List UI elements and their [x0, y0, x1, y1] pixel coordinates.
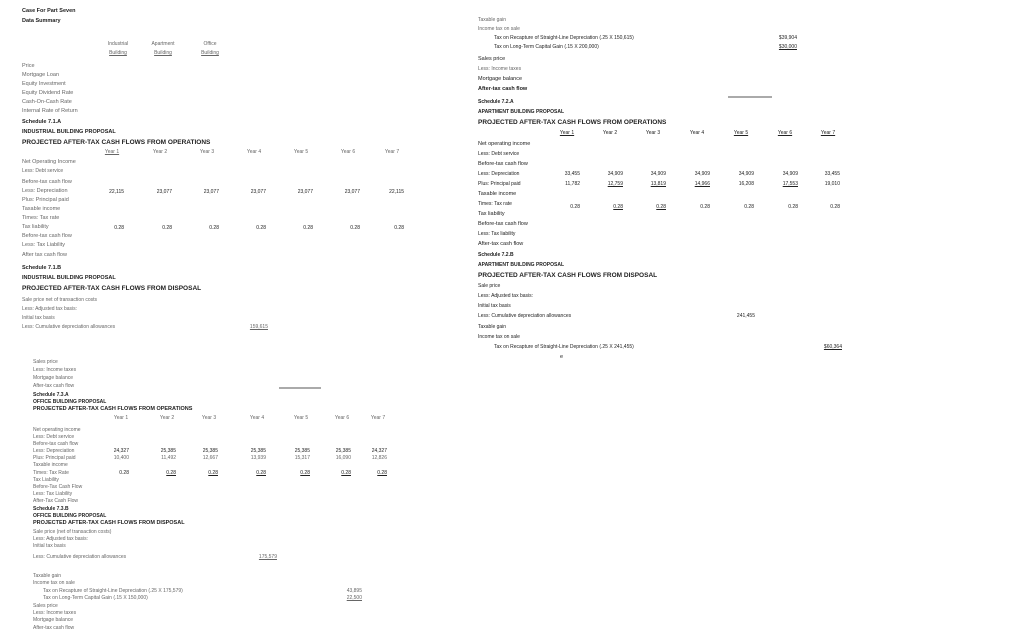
- summary-label: Cash-On-Cash Rate: [22, 99, 72, 105]
- row-label: Less: Adjusted tax basis:: [22, 306, 78, 312]
- year-header: Year 5: [293, 149, 309, 155]
- cell-value: 14,966: [694, 181, 710, 187]
- summary-label: Internal Rate of Return: [22, 108, 78, 114]
- cell-value: 0.28: [162, 225, 172, 231]
- schedule-id: Schedule 7.1.A: [22, 119, 62, 125]
- cell-value: 0.28: [166, 470, 176, 476]
- year-header: Year 4: [246, 149, 262, 155]
- row-label: Times: Tax rate: [22, 215, 60, 221]
- cell-value: 19,010: [824, 181, 840, 187]
- schedule-id: Schedule 7.2.B: [478, 252, 514, 258]
- row-label: Taxable income: [478, 191, 517, 197]
- schedule-name: OFFICE BUILDING PROPOSAL: [33, 513, 107, 519]
- cell-value: 0.28: [256, 225, 266, 231]
- row-label: Net operating income: [33, 427, 81, 433]
- year-header: Year 6: [777, 130, 793, 136]
- row-label: Taxable gain: [478, 17, 507, 23]
- row-label: Before-tax cash flow: [22, 233, 72, 239]
- year-header: Year 2: [159, 415, 175, 421]
- row-label: Sales price: [33, 603, 58, 609]
- year-header: Year 7: [370, 415, 386, 421]
- cell-value: 25,385: [294, 448, 310, 454]
- row-label: Less: Tax Liability: [22, 242, 66, 248]
- row-label: Less: Income taxes: [33, 367, 77, 373]
- row-label: Taxable income: [22, 206, 61, 212]
- cell-value: 23,077: [297, 189, 313, 195]
- cell-value: 0.28: [570, 204, 580, 210]
- cell-value: 24,327: [113, 448, 129, 454]
- year-header: Year 1: [104, 149, 120, 155]
- cell-value: 0.28: [744, 204, 754, 210]
- year-header: Year 7: [820, 130, 836, 136]
- row-label: Less: Income taxes: [478, 66, 522, 72]
- year-header: Year 1: [559, 130, 575, 136]
- header-office-line1: Office: [203, 41, 217, 47]
- cell-value: 25,385: [160, 448, 176, 454]
- cell-value: 34,909: [650, 171, 666, 177]
- row-label: Before-Tax Cash Flow: [33, 484, 83, 490]
- cell-value: 16,208: [738, 181, 754, 187]
- recapture-label: Tax on Recapture of Straight-Line Depreciation (.25 X 241,455): [494, 344, 634, 350]
- recapture-label: Tax on Recapture of Straight-Line Depreciation (.25 X 150,615): [494, 35, 634, 41]
- row-label: Less: Depreciation: [22, 188, 68, 194]
- cell-value: 241,455: [736, 313, 755, 319]
- row-label: Less: Cumulative depreciation allowances: [478, 313, 572, 319]
- cell-value: 0.28: [341, 470, 351, 476]
- header-office-line2: Building: [201, 50, 219, 56]
- capgain-value: 22,500: [346, 595, 362, 601]
- cell-value: 11,492: [161, 455, 176, 461]
- row-label: Plus: Principal paid: [478, 181, 521, 187]
- cell-value: 25,385: [202, 448, 218, 454]
- row-label: Less: Cumulative depreciation allowances: [33, 554, 127, 560]
- row-label: Sales price: [33, 359, 58, 365]
- row-label: Times: Tax rate: [478, 201, 512, 207]
- summary-label: Equity Dividend Rate: [22, 90, 74, 96]
- schedule-title: PROJECTED AFTER-TAX CASH FLOWS FROM DISPOSAL: [33, 520, 185, 526]
- cell-value: 0.28: [830, 204, 840, 210]
- year-header: Year 3: [199, 149, 215, 155]
- header-apartment-line1: Apartment: [151, 41, 175, 47]
- header-industrial-line1: Industrial: [107, 41, 129, 47]
- cell-value: 0.28: [394, 225, 404, 231]
- year-header: Year 6: [340, 149, 356, 155]
- cell-value: 23,077: [156, 189, 172, 195]
- schedule-name: APARTMENT BUILDING PROPOSAL: [478, 109, 565, 115]
- cell-value: 12,759: [607, 181, 623, 187]
- cell-value: 0.28: [613, 204, 623, 210]
- schedule-name: APARTMENT BUILDING PROPOSAL: [478, 262, 565, 268]
- cell-value: 0.28: [700, 204, 710, 210]
- cell-value: 25,385: [335, 448, 351, 454]
- year-header: Year 3: [645, 130, 661, 136]
- divider-rule: [728, 96, 772, 98]
- row-label: Less: Tax Liability: [33, 491, 73, 497]
- row-label: Less: Tax liability: [478, 231, 516, 237]
- year-header: Year 6: [334, 415, 350, 421]
- row-label: Taxable income: [33, 462, 68, 468]
- cell-value: 13,939: [250, 455, 266, 461]
- cell-value: 159,615: [249, 324, 268, 330]
- year-header: Year 5: [733, 130, 749, 136]
- row-label: Taxable gain: [478, 324, 507, 330]
- cell-value: 0.28: [350, 225, 360, 231]
- schedule-name: OFFICE BUILDING PROPOSAL: [33, 399, 107, 405]
- cell-value: 15,317: [294, 455, 310, 461]
- cell-value: 0.28: [208, 470, 218, 476]
- row-label: After-tax cash flow: [478, 86, 528, 92]
- row-label: Income tax on sale: [478, 334, 520, 340]
- row-label: Sale price (net of transaction costs): [33, 529, 112, 535]
- year-header: Year 3: [201, 415, 217, 421]
- row-label: Less: Depreciation: [478, 171, 520, 177]
- row-label: Tax liability: [22, 224, 49, 230]
- row-label: Initial tax basis: [478, 303, 511, 309]
- row-label: Sale price net of transaction costs: [22, 297, 98, 303]
- cell-value: 0.28: [119, 470, 129, 476]
- schedule-name: INDUSTRIAL BUILDING PROPOSAL: [22, 129, 116, 135]
- cell-value: 0.28: [256, 470, 266, 476]
- cell-value: 33,455: [564, 171, 580, 177]
- year-header: Year 1: [113, 415, 129, 421]
- case-title: Case For Part Seven: [22, 8, 76, 14]
- row-label: Mortgage balance: [33, 617, 74, 623]
- cell-value: 33,455: [824, 171, 840, 177]
- year-header: Year 7: [384, 149, 400, 155]
- cell-value: 34,909: [694, 171, 710, 177]
- cell-value: 175,579: [258, 554, 277, 560]
- row-label: Sales price: [478, 56, 506, 62]
- cell-value: 0.28: [209, 225, 219, 231]
- summary-label: Price: [22, 63, 35, 69]
- row-label: Times: Tax Rate: [33, 470, 69, 476]
- row-label: Taxable gain: [33, 573, 62, 579]
- year-header: Year 2: [602, 130, 618, 136]
- cell-value: 0.28: [377, 470, 387, 476]
- schedule-title: PROJECTED AFTER-TAX CASH FLOWS FROM OPERATIONS: [22, 139, 211, 146]
- row-label: Sale price: [478, 283, 501, 289]
- cell-value: 25,385: [250, 448, 266, 454]
- capgain-value: $30,000: [778, 44, 797, 50]
- summary-label: Mortgage Loan: [22, 72, 59, 78]
- cell-value: 23,077: [250, 189, 266, 195]
- cell-value: 12,826: [371, 455, 387, 461]
- cell-value: 34,909: [738, 171, 754, 177]
- recapture-value: $60,364: [823, 344, 842, 350]
- cell-value: 0.28: [656, 204, 666, 210]
- cell-value: 0.28: [114, 225, 124, 231]
- row-label: Mortgage balance: [478, 76, 523, 82]
- recapture-value: 43,895: [346, 588, 362, 594]
- schedule-id: Schedule 7.2.A: [478, 99, 514, 105]
- row-label: After-tax cash flow: [33, 383, 75, 389]
- row-label: Less: Debt service: [478, 151, 520, 157]
- cell-value: 22,115: [389, 189, 404, 195]
- header-industrial-line2: Building: [109, 50, 127, 56]
- cell-value: 0.28: [300, 470, 310, 476]
- recapture-label: Tax on Recapture of Straight-Line Depreciation (.25 X 175,579): [43, 588, 183, 594]
- row-label: Initial tax basis: [33, 543, 66, 549]
- schedule-title: PROJECTED AFTER-TAX CASH FLOWS FROM DISPOSAL: [478, 272, 658, 279]
- row-label: After-Tax Cash Flow: [33, 498, 79, 504]
- cell-value: 24,327: [371, 448, 387, 454]
- schedule-id: Schedule 7.3.B: [33, 506, 69, 512]
- row-label: After tax cash flow: [22, 252, 67, 258]
- schedule-id: Schedule 7.3.A: [33, 392, 69, 398]
- row-label: Before-tax cash flow: [22, 179, 72, 185]
- cell-value: 10,400: [113, 455, 129, 461]
- schedule-title: PROJECTED AFTER-TAX CASH FLOWS FROM OPERATIONS: [478, 119, 667, 126]
- row-label: Less: Debt service: [22, 168, 64, 174]
- row-label: Mortgage balance: [33, 375, 74, 381]
- row-label: Plus: Principal paid: [33, 455, 76, 461]
- year-header: Year 2: [152, 149, 168, 155]
- cell-value: 16,090: [335, 455, 351, 461]
- row-label: After-tax cash flow: [33, 625, 75, 631]
- row-label: Initial tax basis: [22, 315, 55, 321]
- capgain-label: Tax on Long-Term Capital Gain (.15 X 200,000): [494, 44, 599, 50]
- cell-value: 17,553: [782, 181, 798, 187]
- stray-mark: e: [560, 354, 564, 360]
- cell-value: 0.28: [303, 225, 313, 231]
- cell-value: 34,909: [782, 171, 798, 177]
- year-header: Year 4: [689, 130, 705, 136]
- row-label: After-tax cash flow: [478, 241, 524, 247]
- row-label: Less: Adjusted tax basis:: [478, 293, 534, 299]
- row-label: Net operating income: [478, 141, 531, 147]
- cell-value: 23,077: [203, 189, 219, 195]
- cell-value: 12,667: [202, 455, 218, 461]
- row-label: Less: Cumulative depreciation allowances: [22, 324, 116, 330]
- cell-value: 22,115: [109, 189, 124, 195]
- row-label: Before-tax cash flow: [478, 221, 528, 227]
- row-label: Less: Income taxes: [33, 610, 77, 616]
- divider-rule: [279, 387, 321, 389]
- schedule-name: INDUSTRIAL BUILDING PROPOSAL: [22, 275, 116, 281]
- cell-value: 23,077: [344, 189, 360, 195]
- cell-value: 11,782: [565, 181, 580, 187]
- cell-value: 0.28: [788, 204, 798, 210]
- row-label: Income tax on sale: [478, 26, 520, 32]
- row-label: Before-tax cash flow: [33, 441, 79, 447]
- recapture-value: $39,904: [778, 35, 797, 41]
- cell-value: 34,909: [607, 171, 623, 177]
- cell-value: 13,819: [650, 181, 666, 187]
- row-label: Less: Depreciation: [33, 448, 75, 454]
- row-label: Tax Liability: [33, 477, 59, 483]
- row-label: Plus: Principal paid: [22, 197, 69, 203]
- case-subtitle: Data Summary: [22, 18, 61, 24]
- schedule-title: PROJECTED AFTER-TAX CASH FLOWS FROM OPERATIONS: [33, 406, 193, 412]
- capgain-label: Tax on Long-Term Capital Gain (.15 X 150,000): [43, 595, 148, 601]
- schedule-id: Schedule 7.1.B: [22, 265, 62, 271]
- schedule-title: PROJECTED AFTER-TAX CASH FLOWS FROM DISPOSAL: [22, 285, 202, 292]
- row-label: Less: Adjusted tax basis:: [33, 536, 89, 542]
- summary-label: Equity Investment: [22, 81, 66, 87]
- year-header: Year 4: [249, 415, 265, 421]
- row-label: Net Operating Income: [22, 159, 76, 165]
- row-label: Tax liability: [478, 211, 505, 217]
- row-label: Less: Debt service: [33, 434, 75, 440]
- year-header: Year 5: [293, 415, 309, 421]
- header-apartment-line2: Building: [154, 50, 172, 56]
- row-label: Income tax on sale: [33, 580, 75, 586]
- row-label: Before-tax cash flow: [478, 161, 528, 167]
